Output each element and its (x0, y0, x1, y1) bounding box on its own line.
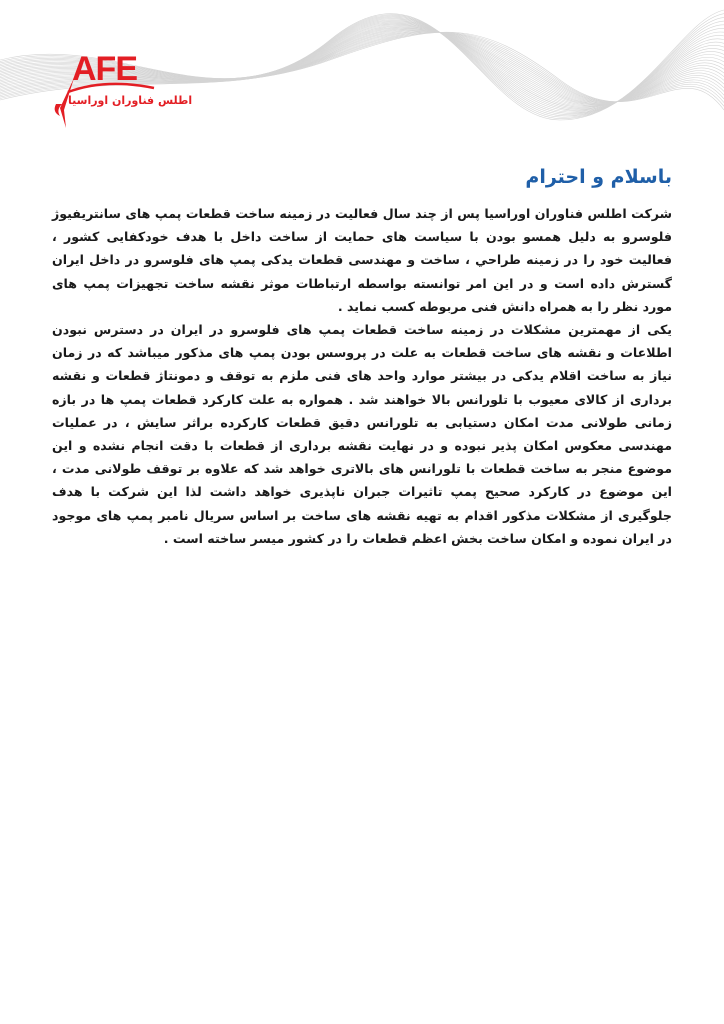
paragraph-1: شرکت اطلس فناوران اوراسیا پس از چند سال فعالیت در زمینه ساخت قطعات پمپ های سانتریفیوژ فلوسرو به دلیل همسو بودن با سیاست های حمایت از ساخت داخل با هدف خودکفایی کشور ، فعالیت خود را در زمینه طراحي ، ساخت و مهندسی قطعات یدکی پمپ های فلوسرو در داخل ایران گسترش داده است و در این امر توانسته بواسطه ارتباطات موثر نقشه ساخت تجهیزات پمپ های مورد نظر را به همراه دانش فنی مربوطه کسب نماید . (52, 206, 672, 314)
letter-greeting: باسلام و احترام (525, 166, 672, 188)
paragraph-2: یکی از مهمترین مشکلات در زمینه ساخت قطعات پمپ های فلوسرو در ایران در دسترس نبودن اطلاعات و نقشه های ساخت قطعات به علت در پروسس بودن پمپ های مذکور میباشد که در زمان نیاز به ساخت اقلام یدکی در بیشتر موارد واحد های فنی ملزم به توقف و دمونتاژ قطعات و نقشه برداری از کالای معیوب با تلورانس بالا خواهند شد . همواره به علت کارکرد قطعات پمپ ها در بازه زمانی طولانی مدت امکان دستیابی به تلورانس دقیق قطعات کارکرده براثر سایش ، در عملیات مهندسی معکوس امکان پذیر نبوده و در نهایت نقشه برداری از قطعات با دقت انجام نشده و این موضوع منجر به ساخت قطعات با تلورانس های بالاتری خواهد شد که علاوه بر توقف طولانی مدت ، این موضوع در کارکرد صحیح پمپ تاثیرات جبران ناپذیری خواهد داشت لذا این شرکت با هدف جلوگیری از مشکلات مذکور اقدام به تهیه نقشه های ساخت بر اساس سریال نامبر پمپ های موجود در ایران نموده و امکان ساخت بخش اعظم قطعات را در کشور میسر ساخته است . (52, 322, 672, 546)
logo-afe-text: AFE (72, 50, 137, 88)
logo-company-name: اطلس فناوران اوراسیا (68, 94, 193, 107)
company-logo (52, 50, 193, 130)
letter-body (52, 202, 672, 550)
